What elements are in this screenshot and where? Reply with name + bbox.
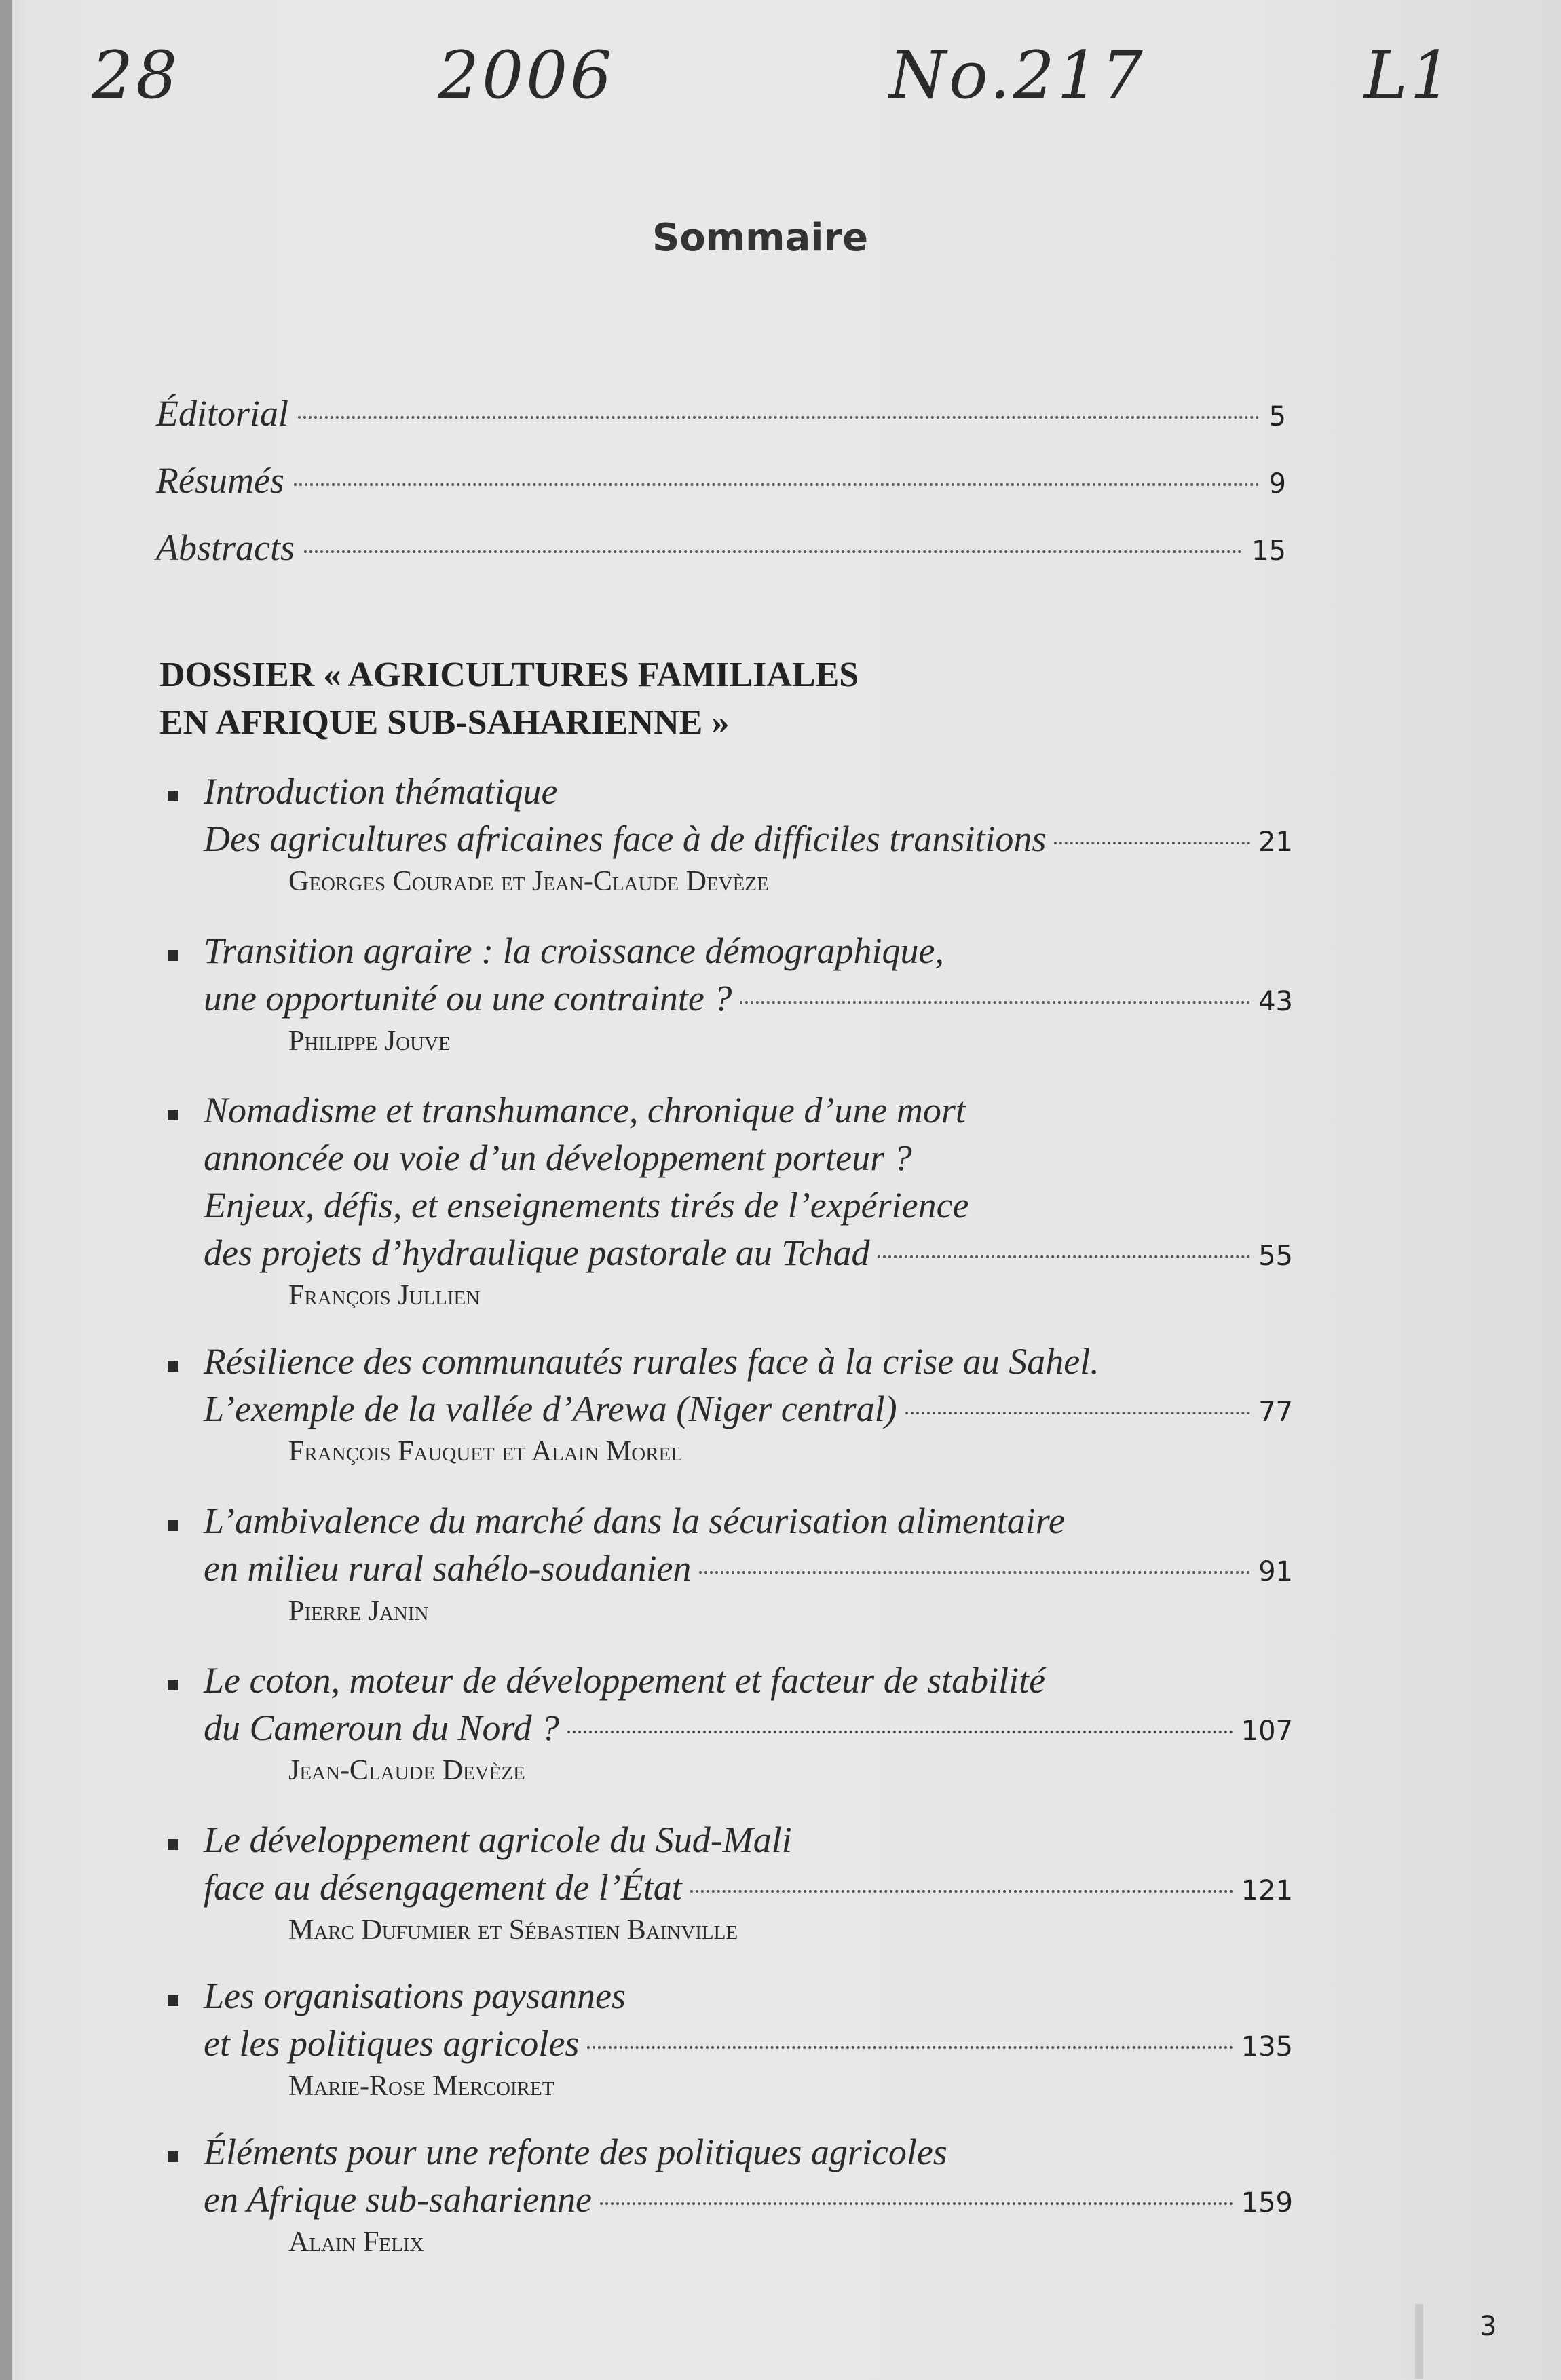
dot-leader bbox=[600, 2202, 1233, 2205]
toc-page-number: 55 bbox=[1258, 1241, 1293, 1272]
binding-edge bbox=[0, 0, 12, 2380]
toc-item-abstracts[interactable] bbox=[156, 527, 1286, 569]
entry-title-line: Les organisations paysannes bbox=[204, 1976, 626, 2016]
entry-title-line: Introduction thématique bbox=[204, 771, 558, 812]
toc-page-number: 21 bbox=[1258, 827, 1293, 858]
toc-page-number: 107 bbox=[1241, 1716, 1293, 1747]
dot-leader bbox=[878, 1255, 1250, 1258]
entry-title-line: Nomadisme et transhumance, chronique d’une mort bbox=[204, 1090, 966, 1131]
folio-rule bbox=[1415, 2304, 1423, 2379]
entry-title-line: Enjeux, défis, et enseignements tirés de l’expérience bbox=[204, 1185, 969, 1226]
toc-page-number: 43 bbox=[1258, 986, 1293, 1017]
entry-authors: Georges Courade et Jean-Claude Devèze bbox=[288, 866, 769, 897]
toc-page-number: 121 bbox=[1241, 1875, 1293, 1906]
dossier-heading-line: DOSSIER « AGRICULTURES FAMILIALES bbox=[159, 656, 859, 694]
toc-page-number: 135 bbox=[1241, 2031, 1293, 2062]
entry-title-line: Le développement agricole du Sud-Mali bbox=[204, 1819, 792, 1860]
entry-title-line: une opportunité ou une contrainte ? 43 bbox=[204, 978, 1293, 1019]
bullet-icon bbox=[168, 950, 178, 961]
entry-title-line: en Afrique sub-saharienne 159 bbox=[204, 2179, 1293, 2220]
entry-title-line: Des agricultures africaines face à de difficiles transitions 21 bbox=[204, 818, 1293, 859]
toc-page-number: 9 bbox=[1268, 468, 1286, 499]
entry-title-line: en milieu rural sahélo-soudanien 91 bbox=[204, 1548, 1293, 1589]
dot-leader bbox=[298, 416, 1260, 419]
handwritten-year: 2006 bbox=[438, 37, 615, 113]
bullet-icon bbox=[168, 1520, 178, 1531]
toc-page-number: 15 bbox=[1252, 535, 1286, 567]
entry-authors: François Fauquet et Alain Morel bbox=[288, 1436, 683, 1467]
handwritten-code: L1 bbox=[1364, 37, 1454, 113]
dot-leader bbox=[294, 483, 1260, 486]
toc-label: Résumés bbox=[156, 460, 284, 501]
entry-title-line: annoncée ou voie d’un développement porteur ? bbox=[204, 1137, 912, 1178]
entry-authors: Jean-Claude Devèze bbox=[288, 1755, 525, 1786]
bullet-icon bbox=[168, 1839, 178, 1850]
toc-page-number: 5 bbox=[1268, 401, 1286, 432]
entry-title-line: Éléments pour une refonte des politiques agricoles bbox=[204, 2132, 947, 2172]
entry-title-line: L’ambivalence du marché dans la sécurisation alimentaire bbox=[204, 1500, 1065, 1541]
entry-title-line: face au désengagement de l’État 121 bbox=[204, 1867, 1293, 1908]
dot-leader bbox=[304, 550, 1242, 553]
toc-label: Éditorial bbox=[156, 393, 289, 434]
bullet-icon bbox=[168, 1110, 178, 1120]
entry-authors: Alain Felix bbox=[288, 2227, 424, 2258]
dot-leader bbox=[740, 1001, 1250, 1004]
page-title: Sommaire bbox=[652, 216, 869, 260]
entry-title-line: Transition agraire : la croissance démographique, bbox=[204, 930, 944, 971]
dot-leader bbox=[587, 2046, 1233, 2049]
entry-authors: Marie-Rose Mercoiret bbox=[288, 2071, 554, 2102]
entry-title-line: L’exemple de la vallée d’Arewa (Niger central) 77 bbox=[204, 1389, 1293, 1429]
bullet-icon bbox=[168, 2151, 178, 2162]
toc-label: Abstracts bbox=[156, 527, 295, 568]
toc-page-number: 77 bbox=[1258, 1397, 1293, 1428]
entry-title-line: Le coton, moteur de développement et facteur de stabilité bbox=[204, 1660, 1046, 1701]
dot-leader bbox=[690, 1890, 1233, 1893]
entry-title-line: du Cameroun du Nord ? 107 bbox=[204, 1707, 1293, 1748]
handwritten-issue: No.217 bbox=[889, 37, 1146, 113]
dot-leader bbox=[567, 1731, 1233, 1733]
bullet-icon bbox=[168, 1361, 178, 1372]
dot-leader bbox=[1054, 842, 1250, 844]
entry-title-line: des projets d’hydraulique pastorale au Tchad 55 bbox=[204, 1232, 1293, 1273]
handwritten-number: 28 bbox=[92, 37, 181, 113]
bullet-icon bbox=[168, 1995, 178, 2006]
entry-authors: Pierre Janin bbox=[288, 1595, 429, 1627]
toc-page-number: 91 bbox=[1258, 1556, 1293, 1587]
page-number: 3 bbox=[1480, 2311, 1497, 2342]
entry-title-line: Résilience des communautés rurales face à la crise au Sahel. bbox=[204, 1341, 1099, 1382]
toc-page-number: 159 bbox=[1241, 2187, 1293, 2218]
entry-authors: Marc Dufumier et Sébastien Bainville bbox=[288, 1914, 738, 1946]
dossier-heading-line: EN AFRIQUE SUB-SAHARIENNE » bbox=[159, 703, 730, 742]
bullet-icon bbox=[168, 1680, 178, 1690]
entry-title-line: et les politiques agricoles 135 bbox=[204, 2023, 1293, 2064]
dot-leader bbox=[905, 1412, 1250, 1414]
entry-authors: Philippe Jouve bbox=[288, 1025, 451, 1057]
toc-item-editorial[interactable] bbox=[156, 392, 1286, 434]
entry-authors: François Jullien bbox=[288, 1280, 481, 1311]
dot-leader bbox=[699, 1571, 1250, 1574]
toc-item-resumes[interactable] bbox=[156, 459, 1286, 502]
dossier-heading bbox=[159, 651, 859, 747]
bullet-icon bbox=[168, 791, 178, 801]
